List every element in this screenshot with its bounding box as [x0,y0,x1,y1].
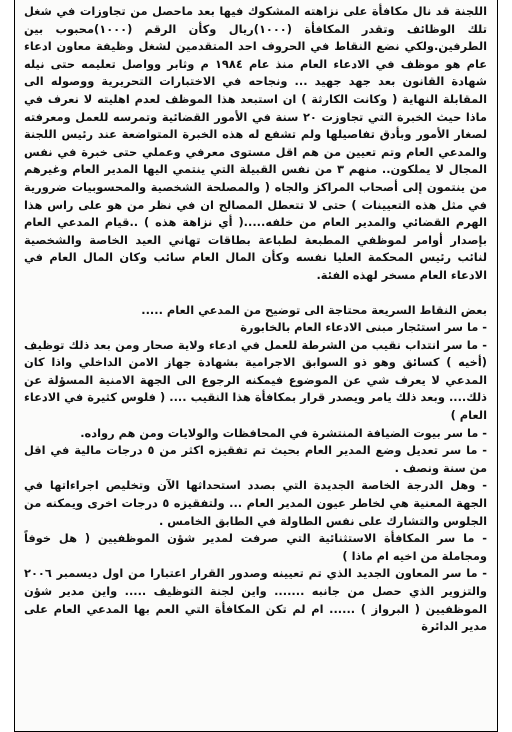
point-item: - ما سر المعاون الجديد الذي تم تعيينه وصدور القرار اعتبارا من اول ديسمبر ٢٠٠٦ والتزوير الذي حصل من جانبه ....... واين لجنة التوظيف ..... واين مدير شؤن الموظفيين ( البرواز ) ...... ام لم تكن المكافأة التي العم بها المدعي العام على مدير الدائرة [24,566,487,634]
opening-paragraph: اللجنة قد نال مكافأة على نزاهته المشكوك فيها بعد ماحصل من تجاوزات في شغل تلك الوظائف وتقدر المكافأة (١٠٠٠)ريال وكأن الرقم (١٠٠٠)محبوب بين الطرفين.ولكي نضع النقاط في الحروف احد المتقدمين لشغل وظيفة معاون ادعاء عام هو موظف في الادعاء العام منذ عام ١٩٨٤ م وثابر وواصل تعليمه حتى نيله شهادة القانون بعد جهد جهيد ... ونجاحه في الاختبارات التحريرية ووصوله الى المقابلة النهاية ( وكانت الكارثة ) ان استبعد هذا الموظف لعدم اهليته لا نعرف في ماذا حيث الخبرة التي تجاوزت ٢٠ سنة في الأمور القضائية وتمرسه للعمل ومعرفته لصغار الأمور وبأدق تفاصيلها ولم تشفع له هذه الخبرة المتواضعة عند رئيس اللجنة والمدعي العام وتم تعيين من هم اقل مستوى معرفي وعملي حتى خبرة في نفس المجال لا يملكون.. منهم ٣ من نفس القبيلة التي ينتمي اليها المدير العام وغيرهم من ينتمون إلى أصحاب المراكز والجاه ( والمصلحة الشخصية والمحسوبيات ضرورية في مثل هذه التعيينات ) حتى لا تتعطل المصالح ان في نظر من هو على راس هذا الهرم القضائي والمدير العام من خلفه.....( أي نزاهة هذه ) ..قيام المدعي العام بإصدار أوامر لموظفي المطبعة لطباعة بطاقات تهاني العيد الخاصة والشخصية لنائب رئيس المحكمة العليا نفسه وكأن المال العام سائب وكان المال العام في الادعاء العام مسخر لهذه الفئة. [24,4,488,282]
point-item: - وهل الدرجة الخاصة الجديدة التي بصدد استحداثها الآن وتخليص اجراءاتها في الجهة المعنية هي لخاطر عيون المدير العام ... ولتفقيزه ٥ درجات اخرى ويمكنه من الجلوس والتشارك على نفس الطاولة في الطابق الخامس . [24,478,487,528]
point-item: - ما سر بيوت الضيافة المنتشرة في المحافظات والولايات ومن هم رواده. [80,425,487,440]
article-text [15,0,497,636]
document-page [14,0,498,732]
point-item: - ما سر انتداب نقيب من الشرطة للعمل في ادعاء ولاية صحار ومن بعد ذلك توظيف (أخيه ) كسائق وهو ذو السوابق الاجرامية بشهادة جهاز الامن الداخلي واذا كان المدعي لا يعرف شي عن الموضوع فيمكنه الرجوع الى الجهة الامنية المسؤلة عن ذلك.... وبعد ذلك يامر ويصدر قرار بمكافأة هذا النقيب .... ( فلوس كثيرة في الادعاء العام ) [24,337,487,423]
points-intro: بعض النقاط السريعة محتاجة الى توضيح من المدعي العام ..... [141,302,487,317]
point-item: - ما سر المكافأة الاستثنائية التي صرفت لمدير شؤن الموظفيين ( هل خوفاً ومجاملة من اخيه ام ماذا ) [24,531,487,563]
point-item: - ما سر تعديل وضع المدير العام بحيث تم تفقيزه اكثر من ٥ درجات مالية في اقل من سنة ونصف . [24,443,487,475]
point-item: - ما سر استئجار مبنى الادعاء العام بالخابورة [240,320,487,335]
